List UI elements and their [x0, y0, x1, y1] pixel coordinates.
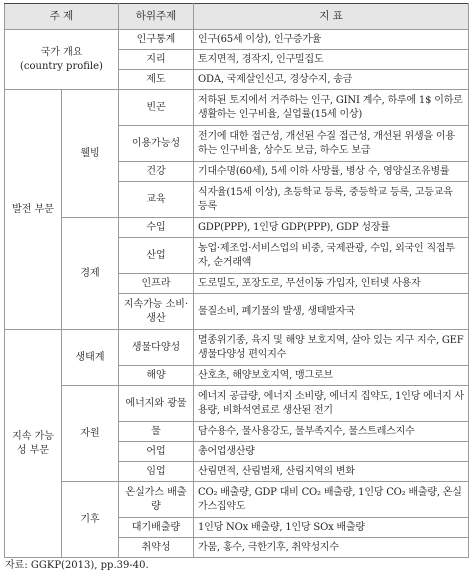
subtopic-cell: 제도 — [119, 70, 194, 90]
category-ecosystem: 생태계 — [62, 330, 119, 386]
topic-country — [5, 30, 119, 90]
subtopic-cell: 물 — [119, 422, 194, 442]
source-note: 자료: GGKP(2013), pp.39-40. — [5, 560, 149, 571]
topic-sustainability: 지속 가능성 부문 — [5, 330, 62, 558]
table-row — [5, 386, 469, 422]
indicator-cell: 저하된 토지에서 거주하는 인구, GINI 계수, 하루에 1$ 이하로 생활하는 인구비율, 실업률(15세 이상) — [194, 90, 469, 126]
category-economy: 경제 — [62, 218, 119, 330]
subtopic-cell: 산업 — [119, 238, 194, 274]
topic-development: 발전 부문 — [5, 90, 62, 330]
topic-country-label: 국가 개요 — [40, 47, 83, 59]
subtopic-cell: 온실가스 배출량 — [119, 482, 194, 518]
subtopic-cell: 지리 — [119, 50, 194, 70]
subtopic-cell: 생물다양성 — [119, 330, 194, 366]
subtopic-cell: 취약성 — [119, 538, 194, 558]
subtopic-cell: 수입 — [119, 218, 194, 238]
subtopic-cell: 지속가능 소비·생산 — [119, 294, 194, 330]
indicator-cell: 산호초, 해양보호지역, 맹그로브 — [194, 366, 469, 386]
indicator-cell: 1인당 NOx 배출량, 1인당 SOx 배출량 — [194, 518, 469, 538]
indicator-cell: 담수용수, 물사용강도, 물부족지수, 물스트레스지수 — [194, 422, 469, 442]
header-topic: 주 제 — [5, 4, 119, 30]
indicator-cell: 식자율(15세 이상), 초등학교 등록, 중등학교 등록, 고등교육 등록 — [194, 182, 469, 218]
category-climate: 기후 — [62, 482, 119, 558]
indicator-cell: 가뭄, 홍수, 극한기후, 취약성지수 — [194, 538, 469, 558]
category-wellbeing: 웰빙 — [62, 90, 119, 218]
category-resources: 자원 — [62, 386, 119, 482]
header-subtopic: 하위주제 — [119, 4, 194, 30]
indicator-cell: 기대수명(60세), 5세 이하 사망률, 병상 수, 영양실조유병률 — [194, 162, 469, 182]
indicator-cell: GDP(PPP), 1인당 GDP(PPP), GDP 성장률 — [194, 218, 469, 238]
table-row — [5, 330, 469, 366]
subtopic-cell: 대기배출량 — [119, 518, 194, 538]
subtopic-cell: 빈곤 — [119, 90, 194, 126]
header-indicator: 지 표 — [194, 4, 469, 30]
subtopic-cell: 해양 — [119, 366, 194, 386]
indicator-cell: 물질소비, 폐기물의 발생, 생태발자국 — [194, 294, 469, 330]
header-row — [5, 4, 469, 30]
indicator-cell: 전기에 대한 접근성, 개선된 수질 접근성, 개선된 위생을 이용하는 인구비율, 상수도 보급, 하수도 보급 — [194, 126, 469, 162]
subtopic-cell: 에너지와 광물 — [119, 386, 194, 422]
subtopic-cell: 인프라 — [119, 274, 194, 294]
subtopic-cell: 이용가능성 — [119, 126, 194, 162]
subtopic-cell: 건강 — [119, 162, 194, 182]
indicator-cell: 인구(65세 이상), 인구증가율 — [194, 30, 469, 50]
table-row — [5, 90, 469, 126]
subtopic-cell: 교육 — [119, 182, 194, 218]
indicator-cell: 도로밀도, 포장도로, 무선이동 가입자, 인터넷 사용자 — [194, 274, 469, 294]
table-row — [5, 218, 469, 238]
indicator-cell: 산림면적, 산림벌채, 산림지역의 변화 — [194, 462, 469, 482]
table-row — [5, 30, 469, 50]
subtopic-cell: 어업 — [119, 442, 194, 462]
subtopic-cell: 인구통계 — [119, 30, 194, 50]
indicator-cell: 농업·제조업·서비스업의 비중, 국제관광, 수입, 외국인 직접투자, 순거래액 — [194, 238, 469, 274]
indicator-cell: CO₂ 배출량, GDP 대비 CO₂ 배출량, 1인당 CO₂ 배출량, 온실가스집약도 — [194, 482, 469, 518]
indicator-cell: 총어업생산량 — [194, 442, 469, 462]
indicator-table — [4, 3, 469, 558]
topic-country-label-en: (country profile) — [20, 60, 103, 72]
subtopic-cell: 임업 — [119, 462, 194, 482]
table-row — [5, 482, 469, 518]
indicator-cell: 멸종위기종, 육지 및 해양 보호지역, 살아 있는 지구 지수, GEF 생물다양성 편익지수 — [194, 330, 469, 366]
indicator-cell: 토지면적, 경작지, 인구밀집도 — [194, 50, 469, 70]
indicator-cell: 에너지 공급량, 에너지 소비량, 에너지 집약도, 1인당 에너지 사용량, 비화석연료로 생산된 전기 — [194, 386, 469, 422]
indicator-cell: ODA, 국제살인신고, 경상수지, 송금 — [194, 70, 469, 90]
